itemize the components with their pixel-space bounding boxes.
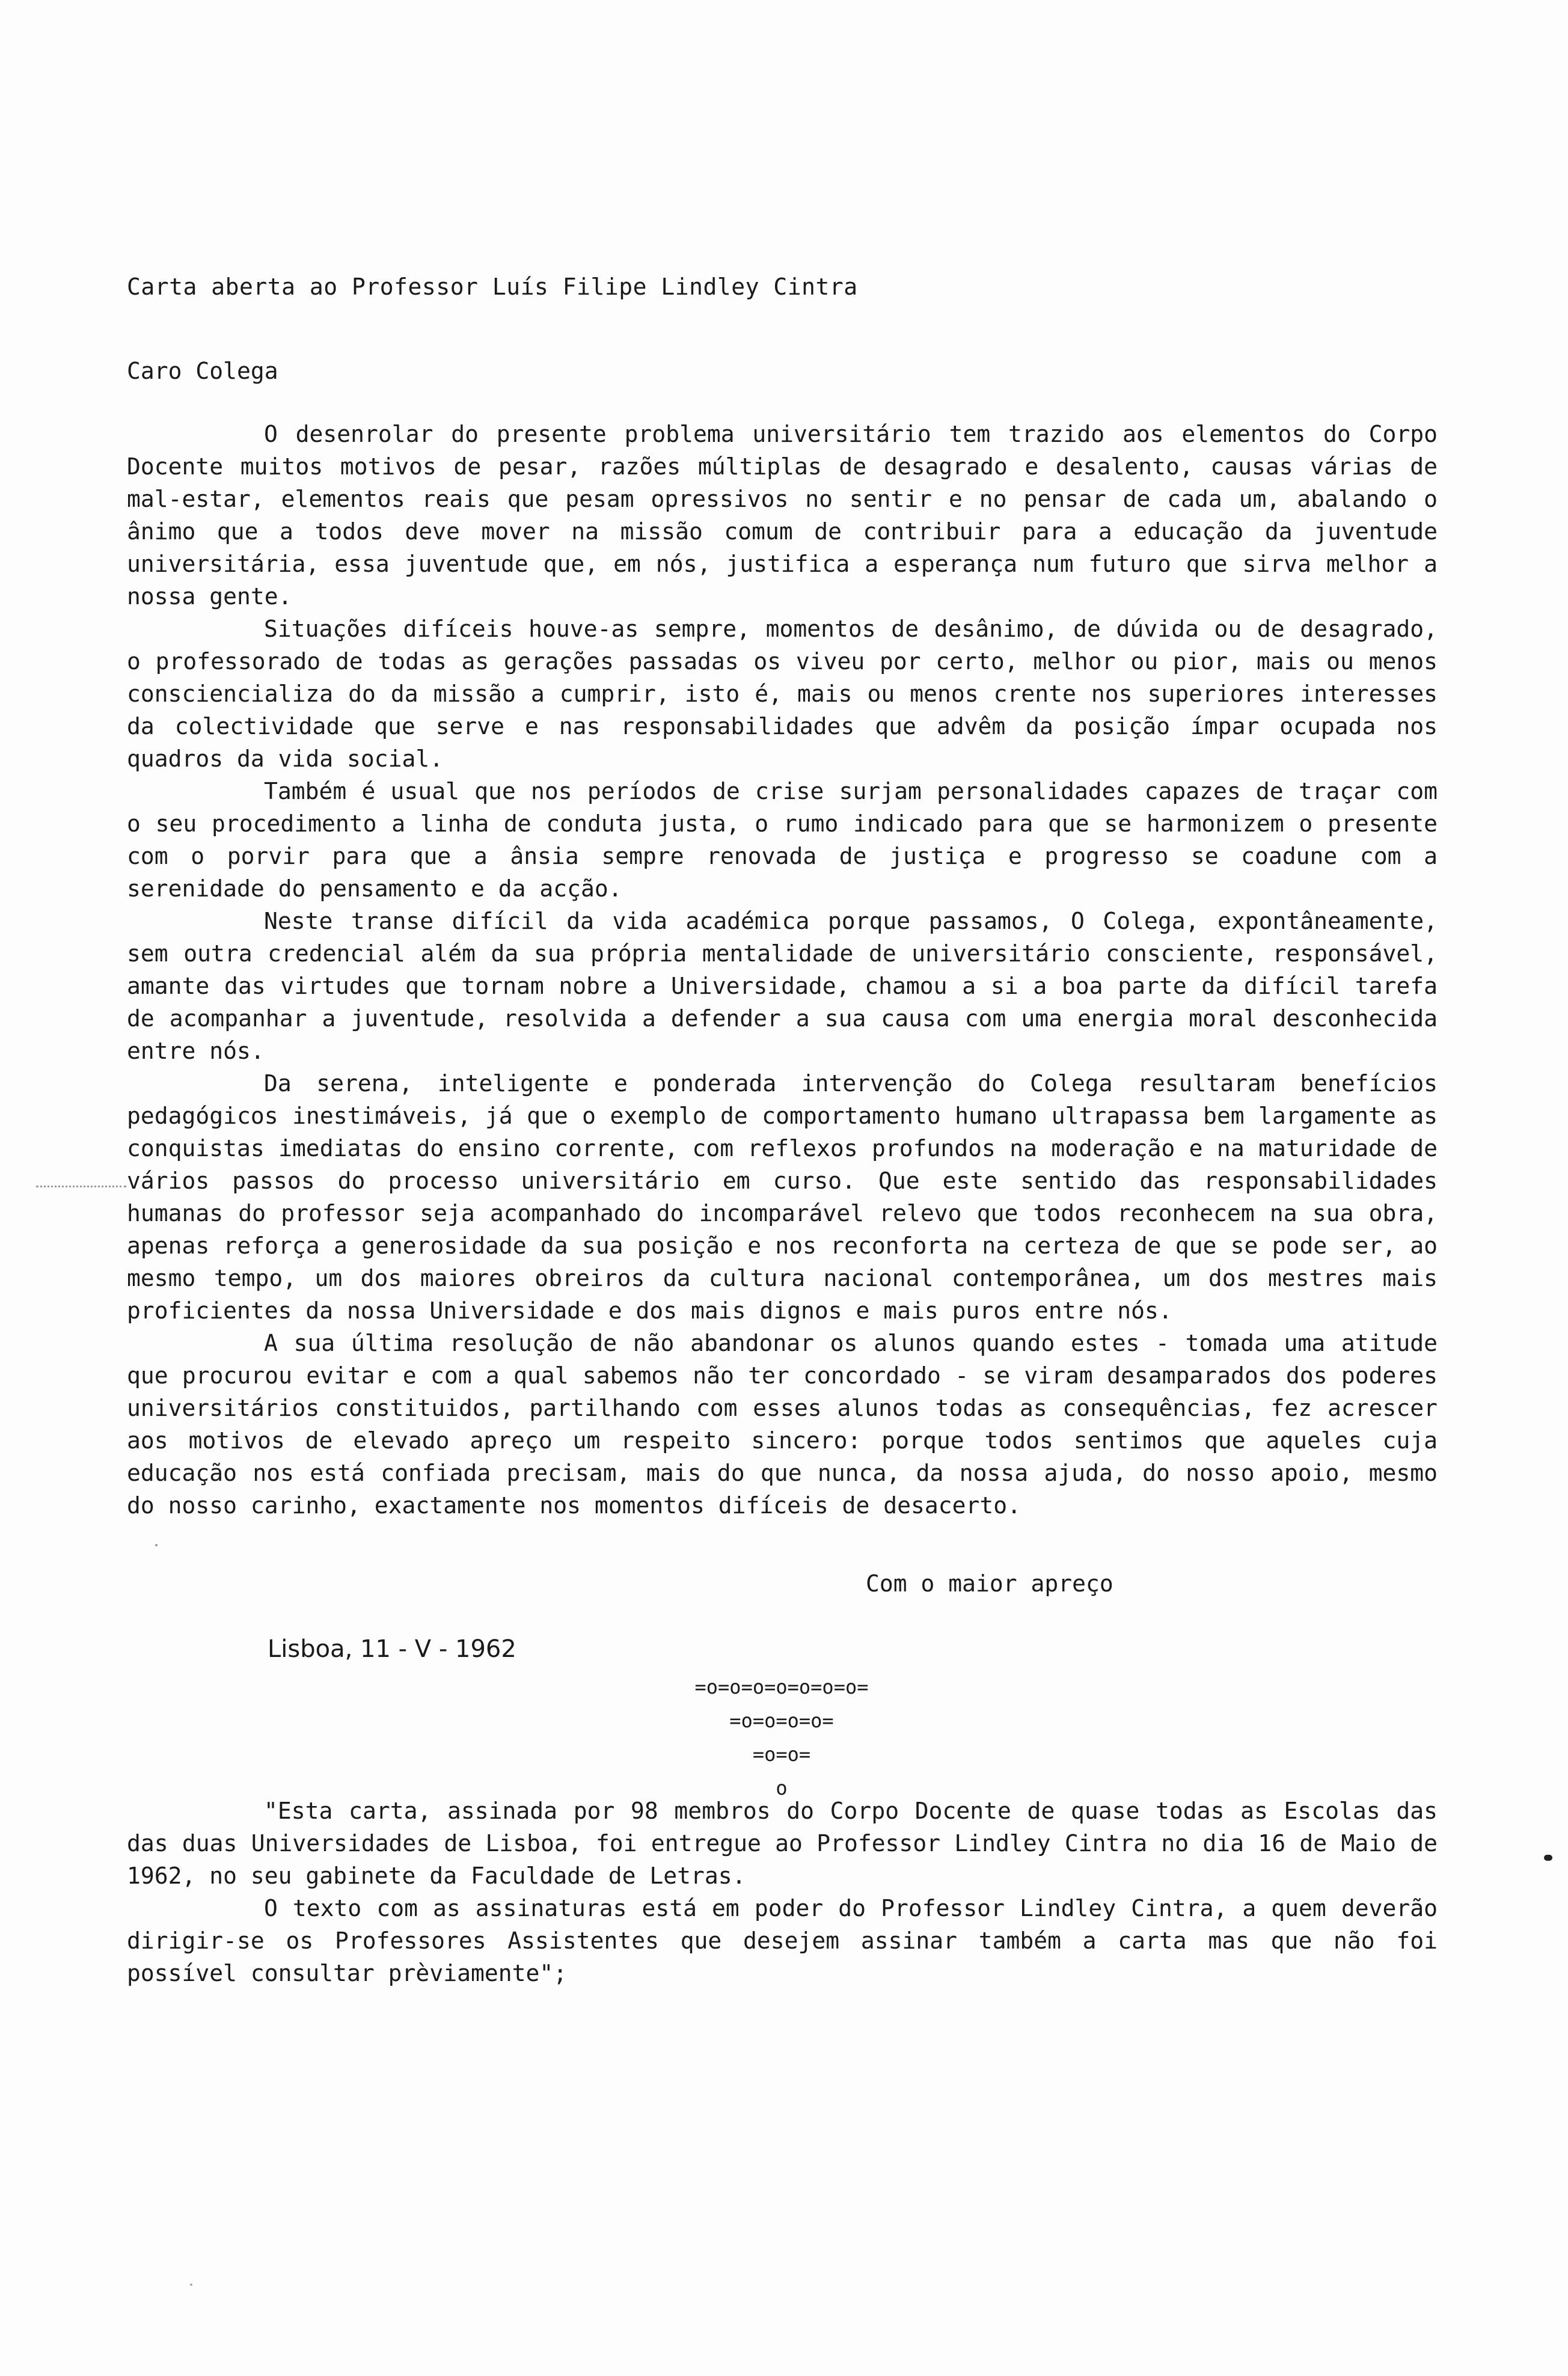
body-paragraph: Da serena, inteligente e ponderada intervenção do Colega resultaram benefícios pedagógicos inestimáveis, já que o exemplo de comportamento humano ultrapassa bem largamente as conquistas imediatas do ensino corrente, com reflexos profundos na moderação e na maturidade de vários passos do processo universitário em curso. Que este sentido das responsabilidades humanas do professor seja acompanhado do incomparável relevo que todos reconhecem na sua obra, apenas reforça a generosidade da sua posição e nos reconforta na certeza de que se pode ser, ao mesmo tempo, um dos maiores obreiros da cultura nacional contemporânea, um dos mestres mais proficientes da nossa Universidade e dos mais dignos e mais puros entre nós. [127,1070,1438,1324]
margin-dot [1544,1855,1552,1861]
body-paragraph: Neste transe difícil da vida académica porque passamos, O Colega, expontâneamente, sem outra credencial além da sua própria mentalidade de universitário consciente, responsável, amante das virtudes que tornam nobre a Universidade, chamou a si a boa parte da difícil tarefa de acompanhar a juventude, resolvida a defender a sua causa com uma energia moral desconhecida entre nós. [127,908,1438,1064]
ornament-line: =o=o= [752,1743,811,1766]
ornament-line: o [776,1777,788,1799]
body-paragraph: O desenrolar do presente problema universitário tem trazido aos elementos do Corpo Docente muitos motivos de pesar, razões múltiplas de desagrado e desalento, causas várias de mal-estar, elementos reais que pesam opressivos no sentir e no pensar de cada um, abalando o ânimo que a todos deve mover na missão comum de contribuir para a educação da juventude universitária, essa juventude que, em nós, justifica a esperança num futuro que sirva melhor a nossa gente. [127,421,1438,610]
salutation: Caro Colega [127,358,278,384]
body-paragraph: Também é usual que nos períodos de crise surjam personalidades capazes de traçar com o seu procedimento a linha de conduta justa, o rumo indicado para que se harmonizem o presente com o porvir para que a ânsia sempre renovada de justiça e progresso se coadune com a serenidade do pensamento e da acção. [127,778,1438,902]
editorial-note [127,1795,1438,1989]
body-paragraph: Situações difíceis houve-as sempre, momentos de desânimo, de dúvida ou de desagrado, o professorado de todas as gerações passadas os viveu por certo, melhor ou pior, mais ou menos consciencializa do da missão a cumprir, isto é, mais ou menos crente nos superiores interesses da colectividade que serve e nas responsabilidades que advêm da posição ímpar ocupada nos quadros da vida social. [127,616,1438,772]
closing-line: Com o maior apreço [866,1570,1113,1597]
note-paragraph: "Esta carta, assinada por 98 membros do Corpo Docente de quase todas as Escolas das das duas Universidades de Lisboa, foi entregue ao Professor Lindley Cintra no dia 16 de Maio de 1962, no seu gabinete da Faculdade de Letras. [127,1798,1438,1889]
letter-title: Carta aberta ao Professor Luís Filipe Lindley Cintra [127,274,858,300]
body-paragraph: A sua última resolução de não abandonar os alunos quando estes - tomada uma atitude que procurou evitar e com a qual sabemos não ter concordado - se viram desamparados dos poderes universitários constituidos, partilhando com esses alunos todas as consequências, fez acrescer aos motivos de elevado apreço um respeito sincero: porque todos sentimos que aqueles cuja educação nos está confiada precisam, mais do que nunca, da nossa ajuda, do nosso apoio, mesmo do nosso carinho, exactamente nos momentos difíceis de desacerto. [127,1330,1438,1519]
ornament-divider [601,1670,962,1805]
margin-dotted-mark [36,1186,126,1187]
scan-speck [190,2283,192,2286]
letter-body [127,418,1438,1522]
scan-speck [155,1544,158,1546]
ornament-line: =o=o=o=o=o=o=o= [694,1676,869,1698]
note-paragraph: O texto com as assinaturas está em poder do Professor Lindley Cintra, a quem deverão dirigir-se os Professores Assistentes que desejem assinar também a carta mas que não foi possível consultar prèviamente"; [127,1895,1438,1986]
place-date: Lisboa, 11 - V - 1962 [268,1635,516,1663]
ornament-line: =o=o=o=o= [729,1709,834,1732]
